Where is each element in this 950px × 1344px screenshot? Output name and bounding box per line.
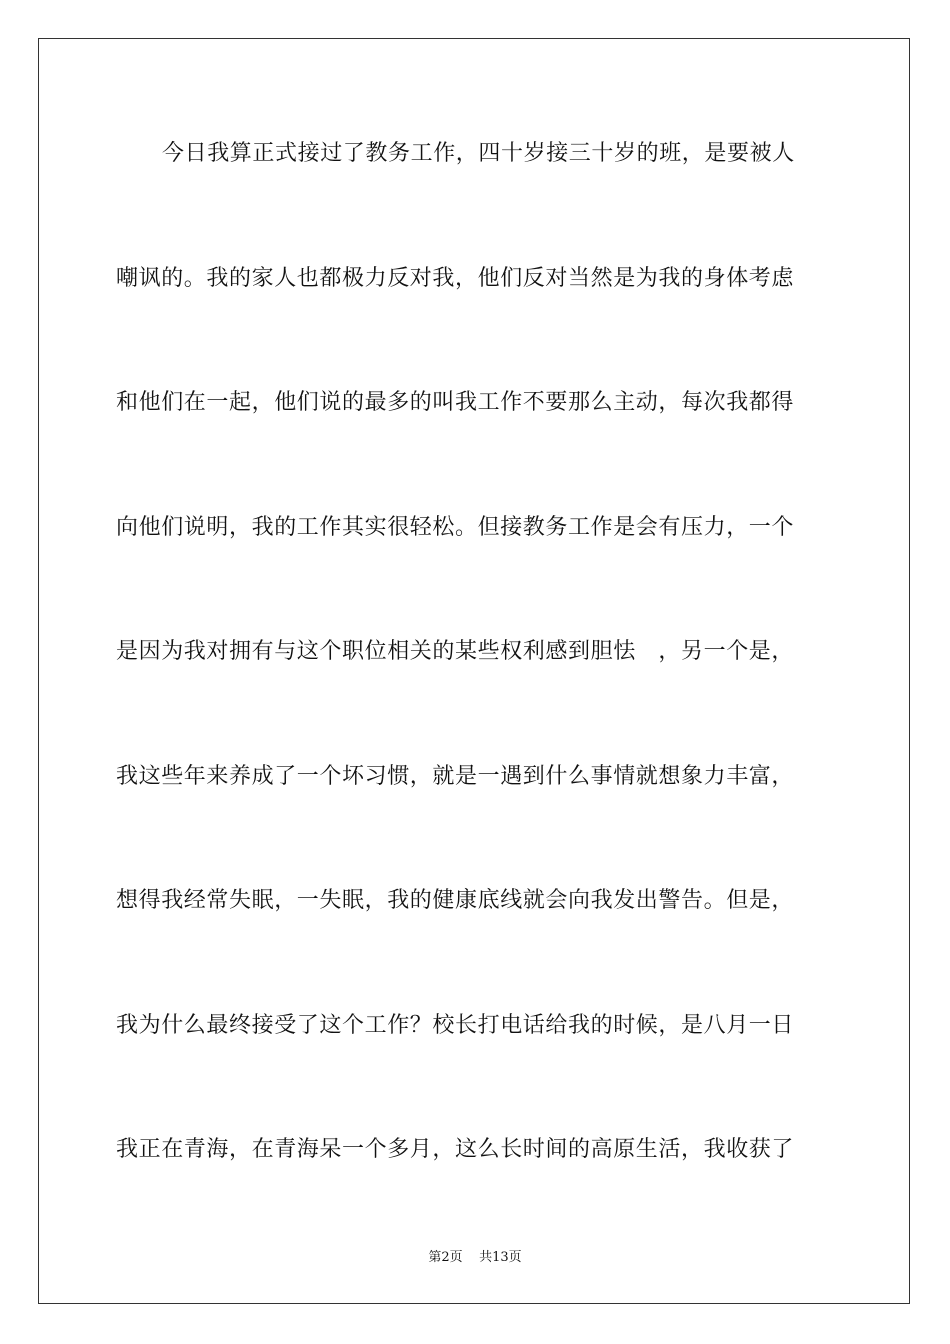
paragraph-line-9: 我正在青海，在青海呆一个多月，这么长时间的高原生活，我收获了 xyxy=(116,1137,795,1162)
body-text xyxy=(116,130,836,1251)
paragraph-line-7: 想得我经常失眠，一失眠，我的健康底线就会向我发出警告。但是， xyxy=(116,888,795,913)
paragraph-line-3: 和他们在一起，他们说的最多的叫我工作不要那么主动，每次我都得 xyxy=(116,390,795,415)
paragraph-line-2: 嘲讽的。我的家人也都极力反对我，他们反对当然是为我的身体考虑 xyxy=(116,265,795,291)
page-number: 第2页 xyxy=(428,1250,463,1265)
paragraph-line-5: 是因为我对拥有与这个职位相关的某些权利感到胆怯 ，另一个是， xyxy=(116,639,795,664)
page-total: 共13页 xyxy=(479,1250,522,1265)
paragraph-line-8: 我为什么最终接受了这个工作？校长打电话给我的时候，是八月一日 xyxy=(116,1012,795,1038)
paragraph-line-1: 今日我算正式接过了教务工作，四十岁接三十岁的班，是要被人 xyxy=(162,141,795,166)
paragraph-line-4: 向他们说明，我的工作其实很轻松。但接教务工作是会有压力，一个 xyxy=(116,514,795,540)
footer-spacer xyxy=(463,1250,480,1265)
paragraph-line-6: 我这些年来养成了一个坏习惯，就是一遇到什么事情就想象力丰富， xyxy=(116,763,795,789)
page-footer xyxy=(0,1246,950,1265)
